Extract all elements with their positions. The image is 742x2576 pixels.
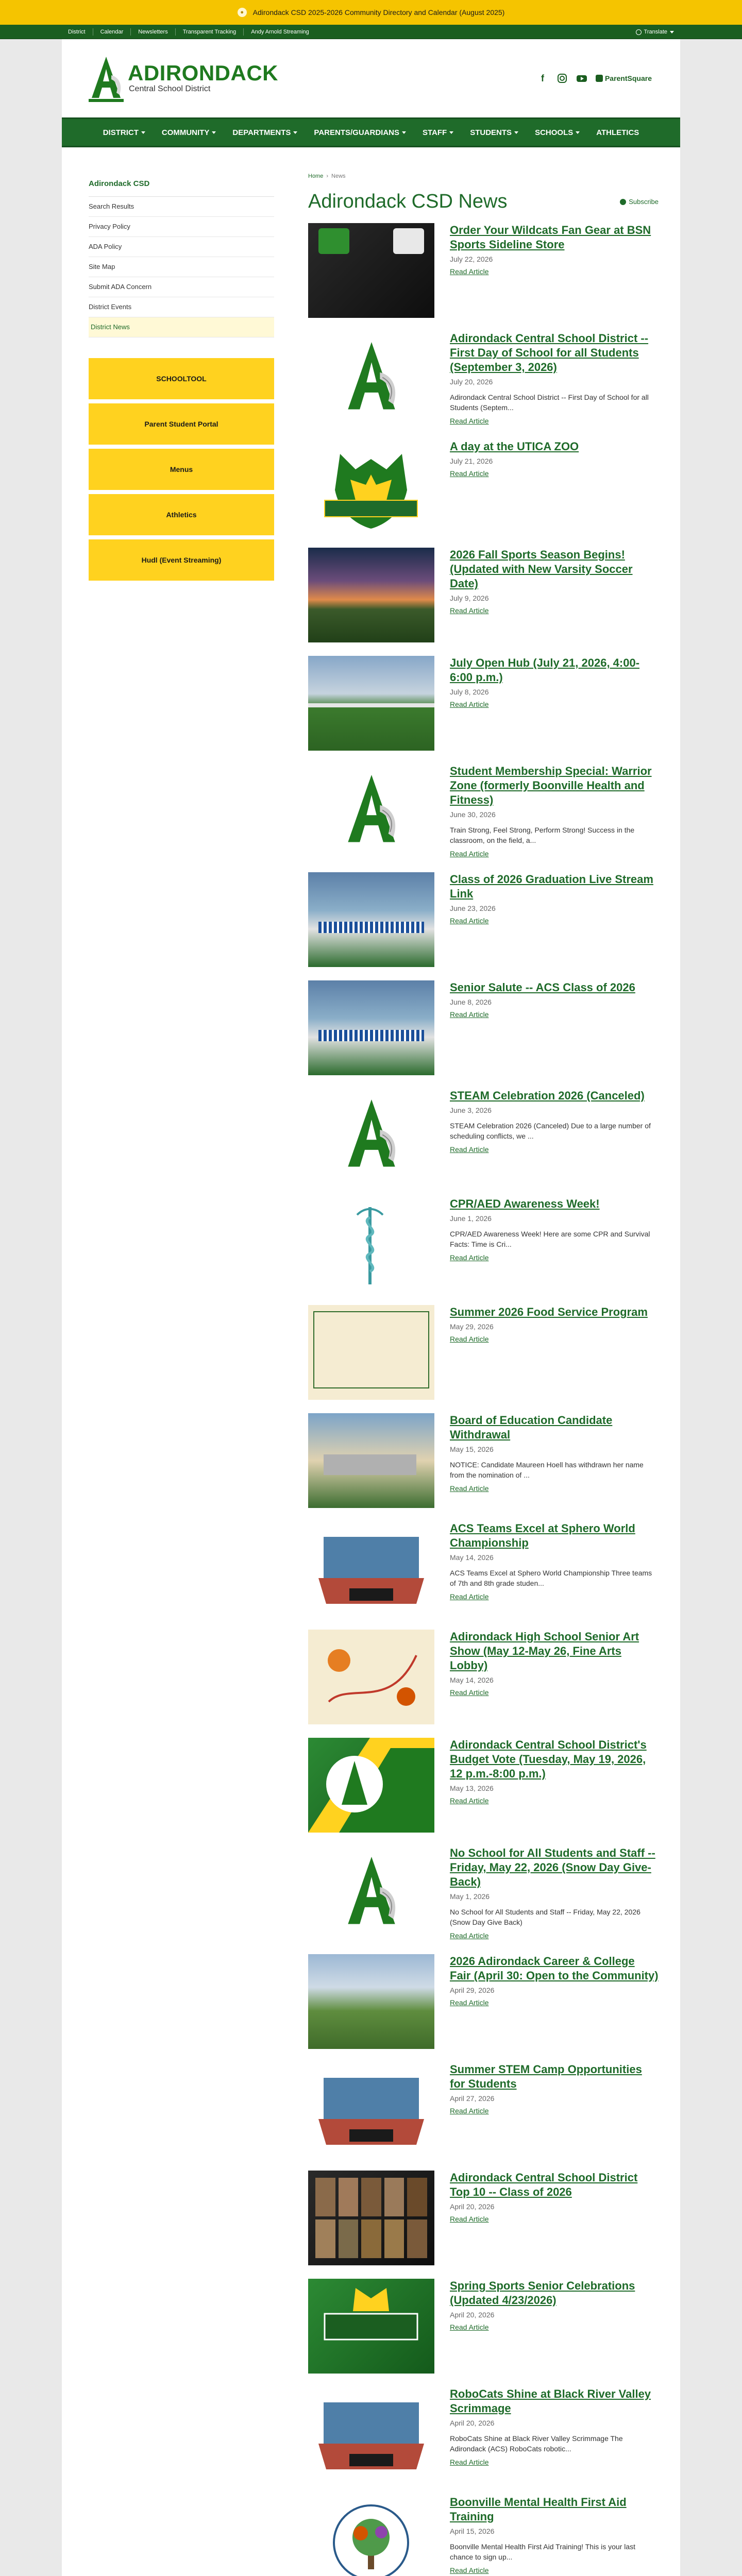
article-thumbnail[interactable]	[308, 656, 434, 751]
article-title[interactable]: Order Your Wildcats Fan Gear at BSN Sports Sideline Store	[450, 224, 651, 251]
article-thumbnail[interactable]	[308, 2171, 434, 2265]
news-article	[308, 872, 659, 980]
read-article-link[interactable]: Read Article	[450, 1931, 489, 1940]
article-date: May 29, 2026	[450, 1323, 494, 1331]
article-title[interactable]: Student Membership Special: Warrior Zone (formerly Boonville Health and Fitness)	[450, 765, 652, 806]
article-title[interactable]: July Open Hub (July 21, 2026, 4:00-6:00 p.m.)	[450, 656, 640, 684]
nav-schools[interactable]	[527, 117, 588, 147]
breadcrumb-separator: ›	[326, 173, 329, 179]
news-article	[308, 1197, 659, 1305]
article-date: June 3, 2026	[450, 1106, 492, 1114]
article-thumbnail[interactable]	[308, 331, 434, 426]
nav-label: SCHOOLS	[535, 128, 574, 137]
article-title[interactable]: No School for All Students and Staff -- Friday, May 22, 2026 (Snow Day Give-Back)	[450, 1846, 655, 1888]
read-article-link[interactable]: Read Article	[450, 917, 489, 925]
article-thumbnail[interactable]	[308, 872, 434, 967]
read-article-link[interactable]: Read Article	[450, 2323, 489, 2331]
article-title[interactable]: Adirondack Central School District's Budget Vote (Tuesday, May 19, 2026, 12 p.m.-8:00 p.m.)	[450, 1738, 647, 1780]
news-article	[308, 2171, 659, 2279]
nav-label: DISTRICT	[103, 128, 139, 137]
parentsquare-icon	[596, 75, 603, 82]
article-thumbnail[interactable]	[308, 2279, 434, 2374]
article-date: June 1, 2026	[450, 1214, 492, 1223]
quick-link-menus[interactable]: Menus	[89, 449, 274, 490]
breadcrumb	[308, 173, 659, 179]
article-thumbnail[interactable]	[308, 1089, 434, 1183]
utility-link-streaming[interactable]: Andy Arnold Streaming	[251, 29, 309, 35]
nav-district[interactable]	[95, 117, 154, 147]
sidebar-item-search-results[interactable]: Search Results	[89, 197, 274, 217]
read-article-link[interactable]: Read Article	[450, 2566, 489, 2574]
sidebar	[89, 173, 274, 585]
bell-icon: ●	[238, 8, 247, 17]
article-date: May 15, 2026	[450, 1445, 494, 1453]
article-excerpt: ACS Teams Excel at Sphero World Championship Three teams of 7th and 8th grade studen...	[450, 1569, 652, 1587]
article-thumbnail[interactable]	[308, 1846, 434, 1941]
article-thumbnail[interactable]	[308, 1197, 434, 1292]
chevron-down-icon	[514, 131, 518, 134]
news-article	[308, 2495, 659, 2576]
header-socials	[537, 73, 652, 84]
chevron-down-icon	[141, 131, 145, 134]
article-title[interactable]: Boonville Mental Health First Aid Training	[450, 2496, 627, 2523]
article-title[interactable]: ACS Teams Excel at Sphero World Championship	[450, 1522, 635, 1549]
article-date: April 29, 2026	[450, 1986, 495, 1994]
article-date: April 20, 2026	[450, 2202, 495, 2211]
article-title[interactable]: Board of Education Candidate Withdrawal	[450, 1414, 613, 1441]
sidebar-item-ada-policy[interactable]: ADA Policy	[89, 237, 274, 257]
parentsquare-link[interactable]	[596, 74, 652, 82]
article-title[interactable]: Adirondack Central School District -- First Day of School for all Students (September 3, 2026)	[450, 332, 649, 374]
article-thumbnail[interactable]	[308, 1954, 434, 2049]
article-title[interactable]: 2026 Adirondack Career & College Fair (April 30: Open to the Community)	[450, 1955, 659, 1982]
article-thumbnail[interactable]	[308, 1413, 434, 1508]
read-article-link[interactable]: Read Article	[450, 1253, 489, 1262]
nav-athletics[interactable]	[588, 117, 647, 147]
content-area	[62, 147, 680, 2576]
sidebar-item-submit-ada-concern[interactable]: Submit ADA Concern	[89, 277, 274, 297]
news-article	[308, 980, 659, 1089]
article-thumbnail[interactable]	[308, 2387, 434, 2482]
article-title[interactable]: Adirondack Central School District Top 10 -- Class of 2026	[450, 2171, 638, 2198]
subscribe-label: Subscribe	[629, 198, 659, 206]
article-date: July 9, 2026	[450, 594, 489, 602]
article-title[interactable]: RoboCats Shine at Black River Valley Scrimmage	[450, 2387, 651, 2415]
article-excerpt: STEAM Celebration 2026 (Canceled) Due to a large number of scheduling conflicts, we ...	[450, 1122, 651, 1140]
news-article	[308, 1521, 659, 1630]
subscribe-button[interactable]	[620, 198, 659, 206]
quick-link-hudl[interactable]: Hudl (Event Streaming)	[89, 539, 274, 581]
article-date: July 20, 2026	[450, 378, 493, 386]
article-date: April 15, 2026	[450, 2527, 495, 2535]
article-title[interactable]: 2026 Fall Sports Season Begins! (Updated with New Varsity Soccer Date)	[450, 548, 633, 590]
read-article-link[interactable]: Read Article	[450, 2215, 489, 2223]
news-article	[308, 1630, 659, 1738]
article-date: April 20, 2026	[450, 2311, 495, 2319]
article-date: April 27, 2026	[450, 2094, 495, 2103]
breadcrumb-current: News	[331, 173, 346, 179]
read-article-link[interactable]: Read Article	[450, 469, 489, 478]
quick-link-athletics[interactable]: Athletics	[89, 494, 274, 535]
read-article-link[interactable]: Read Article	[450, 850, 489, 858]
article-title[interactable]: Summer STEM Camp Opportunities for Students	[450, 2063, 642, 2090]
quick-link-schooltool[interactable]: SCHOOLTOOL	[89, 358, 274, 399]
chevron-down-icon	[402, 131, 406, 134]
article-list	[308, 223, 659, 2576]
sidebar-item-district-events[interactable]: District Events	[89, 297, 274, 317]
news-article	[308, 548, 659, 656]
district-name: ADIRONDACK	[128, 61, 278, 85]
news-article	[308, 2387, 659, 2495]
article-title[interactable]: CPR/AED Awareness Week!	[450, 1197, 600, 1210]
article-excerpt: Train Strong, Feel Strong, Perform Strong! Success in the classroom, on the field, a...	[450, 826, 635, 844]
read-article-link[interactable]: Read Article	[450, 700, 489, 708]
news-article	[308, 331, 659, 439]
nav-label: STAFF	[423, 128, 447, 137]
read-article-link[interactable]: Read Article	[450, 1592, 489, 1601]
news-article	[308, 439, 659, 548]
read-article-link[interactable]: Read Article	[450, 1145, 489, 1154]
nav-label: DEPARTMENTS	[232, 128, 291, 137]
parentsquare-label: ParentSquare	[604, 74, 652, 82]
read-article-link[interactable]: Read Article	[450, 2458, 489, 2466]
brand[interactable]	[89, 55, 278, 102]
article-title[interactable]: STEAM Celebration 2026 (Canceled)	[450, 1089, 645, 1102]
news-article	[308, 1413, 659, 1521]
facebook-icon[interactable]: f	[541, 73, 544, 83]
site-header	[62, 39, 680, 117]
article-thumbnail[interactable]	[308, 1305, 434, 1400]
article-thumbnail[interactable]	[308, 2062, 434, 2157]
news-article	[308, 1305, 659, 1413]
globe-icon	[636, 29, 642, 35]
article-thumbnail[interactable]	[308, 1738, 434, 1833]
nav-students[interactable]	[462, 117, 527, 147]
article-thumbnail[interactable]	[308, 980, 434, 1075]
utility-link-calendar[interactable]: Calendar	[93, 28, 131, 36]
utility-links	[62, 28, 316, 36]
article-title[interactable]: Class of 2026 Graduation Live Stream Link	[450, 873, 653, 900]
read-article-link[interactable]: Read Article	[450, 1688, 489, 1697]
article-title[interactable]: Spring Sports Senior Celebrations (Updated 4/23/2026)	[450, 2279, 635, 2307]
article-excerpt: CPR/AED Awareness Week! Here are some CPR and Survival Facts: Time is Cri...	[450, 1230, 650, 1248]
chevron-down-icon	[293, 131, 297, 134]
article-title[interactable]: Summer 2026 Food Service Program	[450, 1306, 648, 1318]
article-title[interactable]: A day at the UTICA ZOO	[450, 440, 579, 453]
sidebar-item-site-map[interactable]: Site Map	[89, 257, 274, 277]
article-thumbnail[interactable]	[308, 548, 434, 642]
nav-label: COMMUNITY	[161, 128, 210, 137]
sidebar-item-district-news[interactable]: District News	[89, 317, 274, 337]
page-title: Adirondack CSD News	[308, 191, 508, 212]
article-title[interactable]: Senior Salute -- ACS Class of 2026	[450, 981, 635, 994]
news-article	[308, 1738, 659, 1846]
utility-link-district[interactable]: District	[62, 28, 93, 36]
article-thumbnail[interactable]	[308, 1521, 434, 1616]
article-date: July 21, 2026	[450, 457, 493, 465]
utility-bar	[0, 25, 742, 39]
news-article	[308, 223, 659, 331]
article-excerpt: NOTICE: Candidate Maureen Hoell has withdrawn her name from the nomination of ...	[450, 1461, 644, 1479]
chevron-down-icon	[212, 131, 216, 134]
quick-link-parent-portal[interactable]: Parent Student Portal	[89, 403, 274, 445]
read-article-link[interactable]: Read Article	[450, 1797, 489, 1805]
sidebar-item-privacy-policy[interactable]: Privacy Policy	[89, 217, 274, 237]
read-article-link[interactable]: Read Article	[450, 1484, 489, 1493]
chevron-down-icon	[576, 131, 580, 134]
nav-staff[interactable]	[414, 117, 462, 147]
chevron-down-icon	[670, 31, 674, 33]
news-article	[308, 1846, 659, 1954]
main-nav	[62, 117, 680, 147]
article-excerpt: Boonville Mental Health First Aid Training! This is your last chance to sign up...	[450, 2543, 636, 2561]
news-article	[308, 2279, 659, 2387]
nav-label: STUDENTS	[470, 128, 512, 137]
article-date: July 22, 2026	[450, 255, 493, 263]
nav-parents-guardians[interactable]	[306, 117, 414, 147]
news-article	[308, 1089, 659, 1197]
chevron-down-icon	[449, 131, 453, 134]
utility-link-newsletters[interactable]: Newsletters	[131, 28, 175, 36]
utility-link-transparent-tracking[interactable]: Transparent Tracking	[176, 28, 244, 36]
rss-icon	[620, 199, 626, 205]
youtube-icon[interactable]	[576, 73, 587, 84]
alert-banner[interactable]	[0, 0, 742, 25]
quick-links	[89, 358, 274, 581]
district-logo-icon	[89, 55, 124, 102]
article-date: May 14, 2026	[450, 1553, 494, 1562]
article-date: July 8, 2026	[450, 688, 489, 696]
read-article-link[interactable]: Read Article	[450, 606, 489, 615]
sidebar-title[interactable]: Adirondack CSD	[89, 173, 274, 197]
news-article	[308, 764, 659, 872]
news-article	[308, 1954, 659, 2062]
article-date: June 30, 2026	[450, 810, 496, 819]
read-article-link[interactable]: Read Article	[450, 1010, 489, 1019]
translate-label: Translate	[644, 29, 667, 35]
article-thumbnail[interactable]	[308, 439, 434, 534]
article-title[interactable]: Adirondack High School Senior Art Show (May 12-May 26, Fine Arts Lobby)	[450, 1630, 639, 1672]
read-article-link[interactable]: Read Article	[450, 1998, 489, 2007]
article-excerpt: RoboCats Shine at Black River Valley Scrimmage The Adirondack (ACS) RoboCats robotic...	[450, 2434, 623, 2453]
read-article-link[interactable]: Read Article	[450, 2107, 489, 2115]
article-date: April 20, 2026	[450, 2419, 495, 2427]
article-date: June 8, 2026	[450, 998, 492, 1006]
article-date: May 14, 2026	[450, 1676, 494, 1684]
article-thumbnail[interactable]	[308, 2495, 434, 2576]
alert-text[interactable]: Adirondack CSD 2025-2026 Community Directory and Calendar (August 2025)	[252, 8, 505, 16]
translate-button[interactable]	[636, 29, 680, 35]
article-thumbnail[interactable]	[308, 223, 434, 318]
article-excerpt: No School for All Students and Staff -- Friday, May 22, 2026 (Snow Day Give Back)	[450, 1908, 640, 1926]
nav-community[interactable]	[154, 117, 225, 147]
read-article-link[interactable]: Read Article	[450, 417, 489, 425]
article-date: May 13, 2026	[450, 1784, 494, 1792]
nav-departments[interactable]	[224, 117, 306, 147]
news-article	[308, 656, 659, 764]
nav-label: ATHLETICS	[596, 128, 639, 137]
article-thumbnail[interactable]	[308, 1630, 434, 1724]
breadcrumb-home[interactable]: Home	[308, 173, 324, 179]
instagram-icon[interactable]	[556, 73, 568, 84]
article-date: May 1, 2026	[450, 1892, 490, 1901]
article-thumbnail[interactable]	[308, 764, 434, 859]
site-container	[62, 39, 680, 2576]
read-article-link[interactable]: Read Article	[450, 267, 489, 276]
news-main	[308, 173, 659, 2576]
nav-label: PARENTS/GUARDIANS	[314, 128, 399, 137]
news-article	[308, 2062, 659, 2171]
article-excerpt: Adirondack Central School District -- First Day of School for all Students (Septem...	[450, 393, 649, 412]
read-article-link[interactable]: Read Article	[450, 1335, 489, 1343]
article-date: June 23, 2026	[450, 904, 496, 912]
district-subtitle: Central School District	[129, 84, 211, 93]
